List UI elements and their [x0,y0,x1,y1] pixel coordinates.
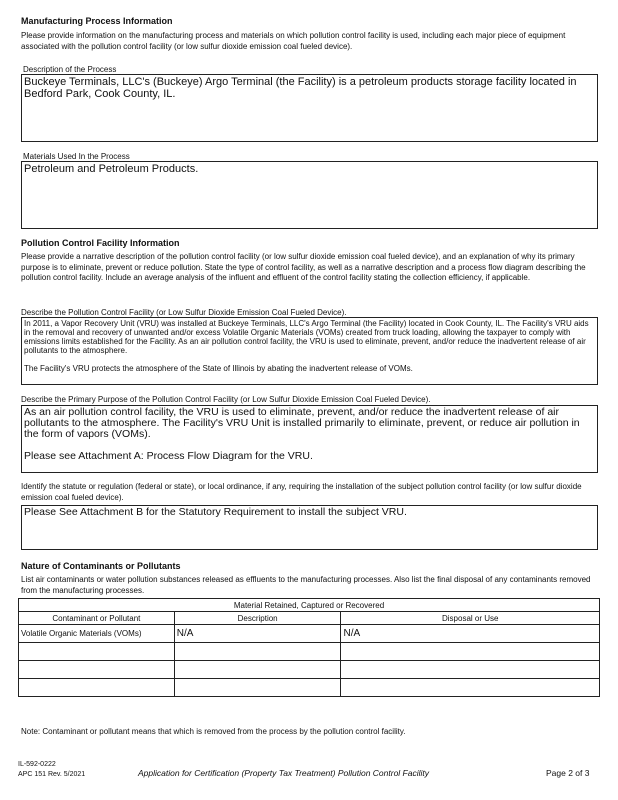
primary-purpose-label: Describe the Primary Purpose of the Pollution Control Facility (or Low Sulfur Dioxide Emission Coal Fueled Device). [21,395,431,404]
describe-facility-paragraph-2: The Facility's VRU protects the atmosphere of the State of Illinois by abating the inadvertent release of VOMs. [24,364,413,373]
column-header-disposal: Disposal or Use [341,612,600,625]
disposal-cell[interactable]: N/A [341,625,600,643]
table-row [19,661,600,679]
materials-label: Materials Used In the Process [23,152,130,161]
form-title: Application for Certification (Property Tax Treatment) Pollution Control Facility [138,768,430,778]
primary-purpose-paragraph-1: As an air pollution control facility, the VRU is used to eliminate, prevent, and/or reduce the inadvertent release of air pollutants to the atmosphere. The Facility's VRU Unit is installed primarily to eliminate, prevent, or reduce air pollution in the form of vapors (VOMs). [24,406,580,440]
description-cell[interactable] [174,643,341,661]
disposal-cell[interactable] [341,643,600,661]
statute-field[interactable]: Please See Attachment B for the Statutory Requirement to install the subject VRU. [21,505,598,550]
description-cell[interactable]: N/A [174,625,341,643]
page-number: Page 2 of 3 [546,768,590,778]
manufacturing-heading: Manufacturing Process Information [21,16,173,26]
describe-facility-field[interactable] [21,317,598,385]
form-revision: APC 151 Rev. 5/2021 [18,771,86,778]
contaminants-note: Note: Contaminant or pollutant means that which is removed from the process by the pollution control facility. [21,727,406,736]
contaminants-instructions: List air contaminants or water pollution substances released as effluents to the manufacturing processes. Also list the final disposal of any contaminants removed from the manufacturing processes. [21,575,591,595]
process-description-label: Description of the Process [23,65,117,74]
primary-purpose-field[interactable] [21,405,598,473]
table-row [19,643,600,661]
statute-label: Identify the statute or regulation (federal or state), or local ordinance, if any, requiring the installation of the subject pollution control facility (or low sulfur dioxide emission coal fueled device). [21,482,582,502]
materials-field[interactable]: Petroleum and Petroleum Products. [21,161,598,229]
contaminant-cell[interactable]: Volatile Organic Materials (VOMs) [19,625,175,643]
form-id: IL-592-0222 [18,761,56,768]
column-header-description: Description [174,612,341,625]
description-cell[interactable] [174,661,341,679]
process-description-field[interactable]: Buckeye Terminals, LLC's (Buckeye) Argo Terminal (the Facility) is a petroleum products storage facility located in Bedford Park, Cook County, IL. [21,74,598,142]
pollution-facility-instructions: Please provide a narrative description of the pollution control facility (or low sulfur dioxide emission coal fueled device), and an explanation of why its primary purpose is to eliminate, prevent or reduce pollution. State the type of control facility, as well as a narrative description and a process flow diagram describing the pollution control facility. Include an average analysis of the influent and effluent of the control facility stating the collection efficiency, if applicable. [21,252,586,282]
contaminants-table [18,598,600,697]
contaminants-heading: Nature of Contaminants or Pollutants [21,561,181,571]
table-row [19,679,600,697]
table-row [19,625,600,643]
contaminant-cell[interactable] [19,679,175,697]
description-cell[interactable] [174,679,341,697]
table-caption: Material Retained, Captured or Recovered [19,599,600,612]
contaminant-cell[interactable] [19,661,175,679]
describe-facility-label: Describe the Pollution Control Facility (or Low Sulfur Dioxide Emission Coal Fueled Device). [21,308,347,317]
pollution-facility-heading: Pollution Control Facility Information [21,238,180,248]
contaminant-cell[interactable] [19,643,175,661]
manufacturing-instructions: Please provide information on the manufacturing process and materials on which pollution control facility is used, including each major piece of equipment associated with the pollution control facility (or low sulfur dioxide emission coal fueled device). [21,31,566,51]
primary-purpose-paragraph-2: Please see Attachment A: Process Flow Diagram for the VRU. [24,450,313,462]
describe-facility-paragraph-1: In 2011, a Vapor Recovery Unit (VRU) was installed at Buckeye Terminals, LLC's Argo Terminal (the Facility) located in Cook County, IL. The Facility's VRU aids in the removal and recovery of unwanted and/or excess Volatile Organic Materials (VOMs) created from truck loading, allowing the taxpayer to comply with emissions limits established for the Facility. As an air pollution control facility, the VRU is used to eliminate, prevent, and/or reduce the inadvertent release of air pollutants to the atmosphere. [24,319,589,355]
column-header-contaminant: Contaminant or Pollutant [19,612,175,625]
disposal-cell[interactable] [341,661,600,679]
disposal-cell[interactable] [341,679,600,697]
